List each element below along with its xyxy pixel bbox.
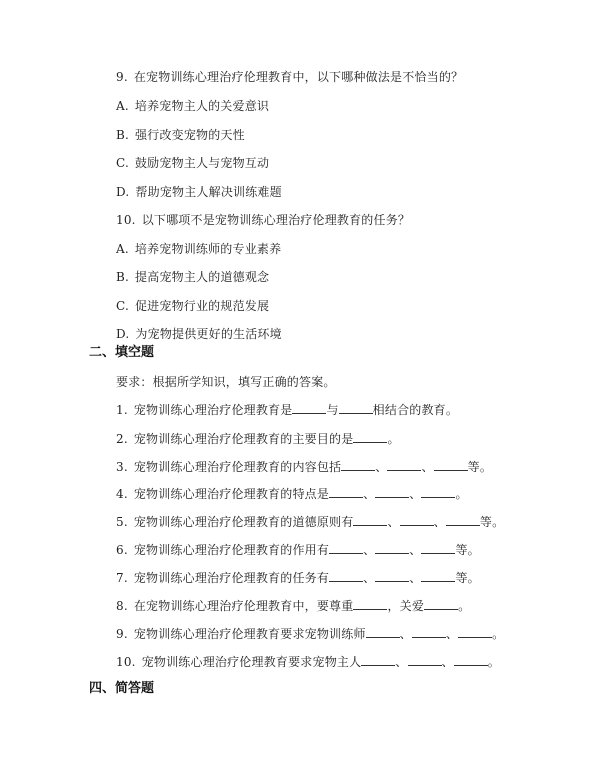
option-label: B.: [116, 128, 130, 142]
item-number: 3.: [116, 460, 128, 474]
option-label: B.: [116, 270, 130, 284]
section-heading-short-answer: 四、简答题: [89, 681, 155, 696]
answer-blank[interactable]: [421, 542, 455, 554]
answer-blank[interactable]: [329, 486, 363, 498]
answer-blank[interactable]: [446, 514, 480, 526]
item-text: 宠物训练心理治疗伦理教育要求宠物训练师: [133, 627, 366, 641]
item-text: 、: [363, 571, 376, 585]
item-text: 宠物训练心理治疗伦理教育要求宠物主人: [141, 655, 362, 669]
item-text: 等。: [479, 515, 505, 529]
item-text: 、: [363, 543, 376, 557]
answer-blank[interactable]: [454, 654, 488, 666]
option-text: 培养宠物训练师的专业素养: [134, 242, 282, 256]
item-text: 等。: [455, 571, 480, 585]
q10-option-d: [116, 326, 282, 342]
option-text: 为宠物提供更好的生活环境: [135, 327, 282, 341]
item-text: 、: [433, 515, 446, 529]
item-text: 等。: [467, 460, 493, 474]
fill-item-1: [116, 402, 458, 418]
answer-blank[interactable]: [339, 402, 373, 414]
question-10: [116, 212, 410, 228]
item-text: 、: [409, 571, 422, 585]
q9-option-a: [116, 98, 269, 114]
question-text: 在宠物训练心理治疗伦理教育中，以下哪种做法是不恰当的？: [133, 70, 464, 84]
item-text: 。: [492, 627, 505, 641]
section-requirement: 要求：根据所学知识，填写正确的答案。: [116, 375, 336, 389]
item-text: 、: [363, 487, 376, 501]
option-label: A.: [116, 242, 129, 256]
option-label: D.: [116, 327, 130, 341]
item-text: 。: [387, 432, 400, 446]
item-text: 相结合的教育。: [372, 403, 459, 417]
q9-option-d: [116, 184, 282, 200]
question-number: 10.: [116, 213, 136, 227]
answer-blank[interactable]: [292, 402, 326, 414]
item-text: 、: [375, 460, 388, 474]
item-text: 。: [458, 599, 471, 613]
answer-blank[interactable]: [434, 459, 468, 471]
answer-blank[interactable]: [421, 570, 455, 582]
option-label: D.: [116, 185, 130, 199]
answer-blank[interactable]: [424, 598, 458, 610]
item-number: 4.: [116, 487, 128, 501]
item-text: 、: [399, 627, 412, 641]
answer-blank[interactable]: [400, 514, 434, 526]
item-text: 等。: [455, 543, 480, 557]
item-text: 宠物训练心理治疗伦理教育的特点是: [133, 487, 330, 501]
answer-blank[interactable]: [366, 626, 400, 638]
item-text: 、: [395, 655, 408, 669]
item-text: 在宠物训练心理治疗伦理教育中，要尊重: [133, 599, 354, 613]
answer-blank[interactable]: [353, 514, 387, 526]
fill-item-6: [116, 542, 480, 558]
answer-blank[interactable]: [421, 486, 455, 498]
answer-blank[interactable]: [341, 459, 375, 471]
q10-option-c: [116, 298, 269, 314]
option-label: A.: [116, 99, 129, 113]
item-text: 宠物训练心理治疗伦理教育的道德原则有: [133, 515, 354, 529]
item-number: 8.: [116, 599, 128, 613]
item-number: 1.: [116, 403, 128, 417]
option-text: 强行改变宠物的天性: [135, 128, 245, 142]
option-text: 帮助宠物主人解决训练难题: [135, 185, 282, 199]
fill-item-7: [116, 570, 480, 586]
question-9: [116, 69, 463, 85]
item-number: 10.: [116, 655, 136, 669]
option-text: 培养宠物主人的关爱意识: [134, 99, 270, 113]
fill-item-9: [116, 626, 504, 642]
fill-item-10: [116, 654, 500, 670]
answer-blank[interactable]: [408, 654, 442, 666]
option-label: C.: [116, 299, 129, 313]
option-text: 鼓励宠物主人与宠物互动: [134, 156, 270, 170]
item-text: 宠物训练心理治疗伦理教育的任务有: [133, 571, 330, 585]
item-text: 宠物训练心理治疗伦理教育的内容包括: [133, 460, 342, 474]
item-text: 与: [326, 403, 339, 417]
answer-blank[interactable]: [361, 654, 395, 666]
fill-item-4: [116, 486, 468, 502]
fill-item-8: [116, 598, 470, 614]
item-text: 、: [409, 543, 422, 557]
answer-blank[interactable]: [329, 570, 363, 582]
answer-blank[interactable]: [353, 598, 387, 610]
item-text: 、: [387, 515, 400, 529]
option-text: 提高宠物主人的道德观念: [135, 270, 270, 284]
item-text: 、: [409, 487, 422, 501]
q9-option-b: [116, 127, 245, 143]
item-number: 7.: [116, 571, 128, 585]
question-text: 以下哪项不是宠物训练心理治疗伦理教育的任务？: [141, 213, 411, 227]
option-text: 促进宠物行业的规范发展: [134, 299, 270, 313]
item-number: 6.: [116, 543, 128, 557]
option-label: C.: [116, 156, 129, 170]
q9-option-c: [116, 155, 269, 171]
answer-blank[interactable]: [458, 626, 492, 638]
answer-blank[interactable]: [375, 570, 409, 582]
item-text: ，关爱: [387, 599, 425, 613]
item-number: 2.: [116, 432, 128, 446]
answer-blank[interactable]: [375, 542, 409, 554]
fill-item-2: [116, 431, 400, 447]
answer-blank[interactable]: [387, 459, 421, 471]
q10-option-a: [116, 241, 281, 257]
item-number: 9.: [116, 627, 128, 641]
fill-item-3: [116, 459, 492, 475]
answer-blank[interactable]: [353, 431, 387, 443]
item-text: 、: [445, 627, 459, 641]
fill-item-5: [116, 514, 504, 530]
item-text: 。: [487, 655, 500, 669]
answer-blank[interactable]: [329, 542, 363, 554]
question-number: 9.: [116, 70, 128, 84]
section-heading-fill-in: 二、填空题: [89, 345, 155, 360]
item-text: 宠物训练心理治疗伦理教育是: [133, 403, 293, 417]
item-text: 、: [421, 460, 434, 474]
item-text: 宠物训练心理治疗伦理教育的作用有: [133, 543, 330, 557]
item-text: 宠物训练心理治疗伦理教育的主要目的是: [133, 432, 354, 446]
item-text: 、: [441, 655, 454, 669]
item-number: 5.: [116, 515, 128, 529]
answer-blank[interactable]: [412, 626, 446, 638]
answer-blank[interactable]: [375, 486, 409, 498]
q10-option-b: [116, 269, 269, 285]
item-text: 。: [455, 487, 468, 501]
